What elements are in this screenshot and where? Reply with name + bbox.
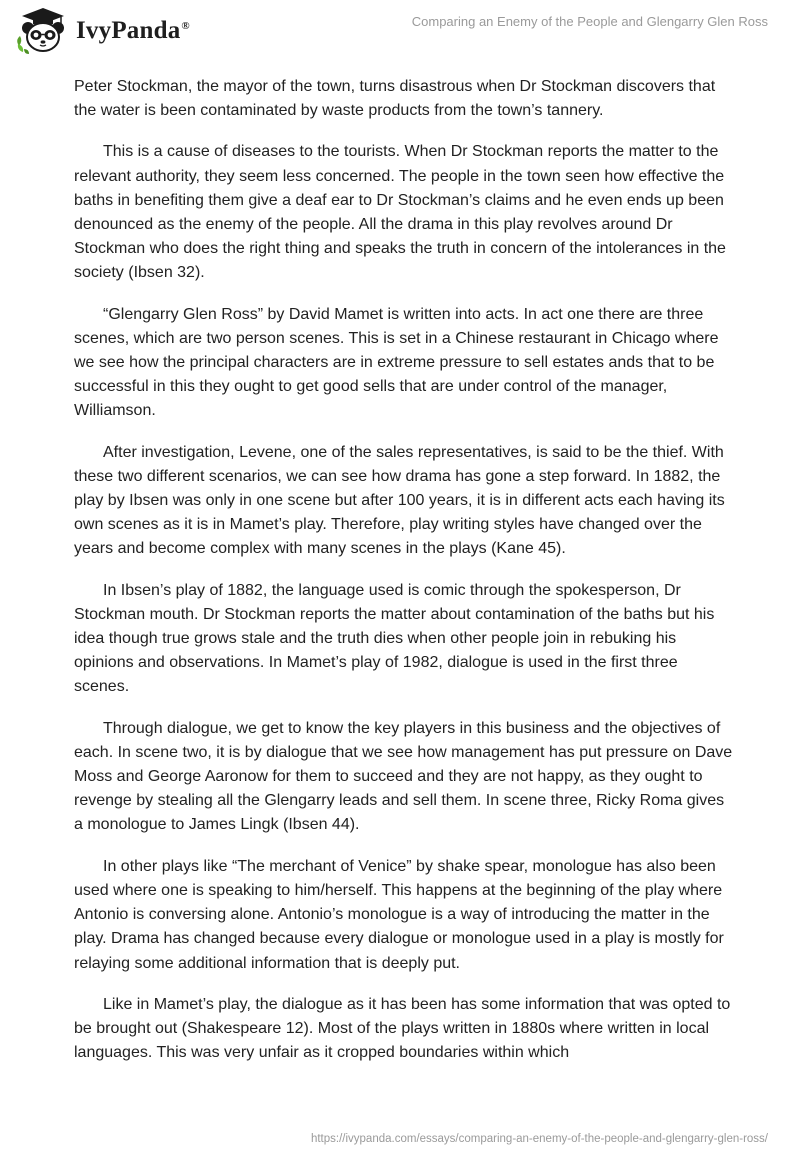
paragraph: This is a cause of diseases to the tourists. When Dr Stockman reports the matter to the relevant authority, they seem less concerned. The people in the town seen how effective the baths in benefiting them give a deaf ear to Dr Stockman’s claims and he even ends up been denounced as the enemy of the people. All the drama in this play revolves around Dr Stockman who does the right thing and speaks the truth in concern of the intolerances in the society (Ibsen 32). — [74, 143, 726, 282]
paragraph: Peter Stockman, the mayor of the town, turns disastrous when Dr Stockman discovers that the water is been contaminated by waste products from the town’s tannery. — [74, 78, 716, 120]
paragraph: After investigation, Levene, one of the sales representatives, is said to be the thief. With these two different scenarios, we can see how drama has gone a step forward. In 1882, the play by Ibsen was only in one scene but after 100 years, it is in different acts each having its own scenes as it is in Mamet’s play. Therefore, play writing styles have changed over the years and become complex with many scenes in the plays (Kane 45). — [74, 443, 725, 558]
essay-body — [74, 75, 734, 1082]
page-header — [0, 0, 800, 62]
document-title: Comparing an Enemy of the People and Glengarry Glen Ross — [411, 14, 768, 29]
paragraph: “Glengarry Glen Ross” by David Mamet is written into acts. In act one there are three scenes, which are two person scenes. This is set in a Chinese restaurant in Chicago where we see how the principal characters are in extreme pressure to sell estates ands that to be successful in this they ought to get good sells that are under control of the manager, Williamson. — [74, 305, 719, 420]
paragraph: Through dialogue, we get to know the key players in this business and the objectives of each. In scene two, it is by dialogue that we see how management has put pressure on Dave Moss and George Aaronow for them to succeed and they are not happy, as they ought to revenge by stealing all the Glengarry leads and sell them. In scene three, Ricky Roma gives a monologue to James Lingk (Ibsen 44). — [74, 719, 733, 834]
ivypanda-logo[interactable] — [14, 6, 190, 56]
paragraph: Like in Mamet’s play, the dialogue as it has been has some information that was opted to be brought out (Shakespeare 12). Most of the plays written in 1880s where written in local languages. This was very unfair as it cropped boundaries within which — [74, 995, 731, 1062]
paragraph: In other plays like “The merchant of Venice” by shake spear, monologue has also been used where one is speaking to him/herself. This happens at the beginning of the play where Antonio is conversing alone. Antonio’s monologue is a way of introducing the matter in the play. Drama has changed because every dialogue or monologue used in a play is mostly for relaying some additional information that is deeply put. — [74, 857, 724, 972]
panda-graduate-icon — [14, 6, 72, 56]
source-url[interactable]: https://ivypanda.com/essays/comparing-an-enemy-of-the-people-and-glengarry-glen-ross/ — [310, 1133, 768, 1145]
brand-name: IvyPanda® — [76, 17, 190, 44]
paragraph: In Ibsen’s play of 1882, the language used is comic through the spokesperson, Dr Stockman mouth. Dr Stockman reports the matter about contamination of the baths but his idea though true grows stale and the truth dies when other people join in rebuking his opinions and observations. In Mamet’s play of 1982, dialogue is used in the first three scenes. — [74, 581, 715, 696]
